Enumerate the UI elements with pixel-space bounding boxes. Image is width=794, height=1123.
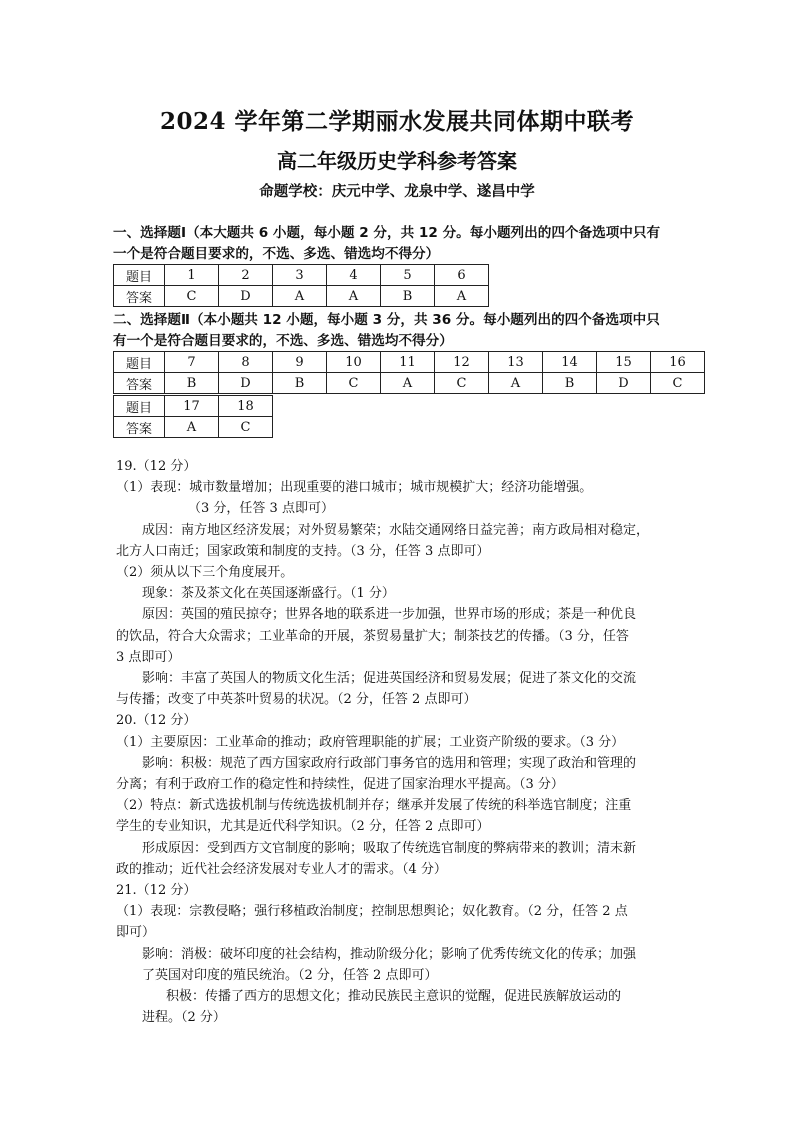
page-subtitle: 高二年级历史学科参考答案 <box>277 149 517 173</box>
answer-line: （3 分，任答 3 点即可） <box>188 501 334 517</box>
answer-cell: D <box>219 373 273 394</box>
question-cell: 16 <box>651 352 705 373</box>
answer-cell: B <box>273 373 327 394</box>
answer-line: 政的推动；近代社会经济发展对专业人才的需求。（4 分） <box>116 861 447 877</box>
question-cell: 14 <box>543 352 597 373</box>
question-cell: 5 <box>381 265 435 286</box>
answer-line: （1）主要原因：工业革命的推动；政府管理职能的扩展；工业资产阶级的要求。（3 分） <box>116 734 625 750</box>
row-label-answer: 答案 <box>114 373 165 394</box>
answer-cell: A <box>435 286 489 307</box>
row-label-question: 题目 <box>114 352 165 373</box>
answer-line: 影响：丰富了英国人的物质文化生活；促进英国经济和贸易发展；促进了茶文化的交流 <box>142 671 637 687</box>
answer-line: 分离；有利于政府工作的稳定性和持续性，促进了国家治理水平提高。（3 分） <box>116 777 564 793</box>
question-heading: 20.（12 分） <box>116 713 197 729</box>
section1-heading <box>113 223 683 265</box>
answer-line: （1）表现：城市数量增加；出现重要的港口城市；城市规模扩大；经济功能增强。 <box>116 480 593 496</box>
section2-heading-line1: 二、选择题Ⅱ（本小题共 12 小题，每小题 3 分，共 36 分。每小题列出的四个备选项中只 <box>113 312 660 328</box>
answer-cell: C <box>165 286 219 307</box>
table-row <box>114 396 273 417</box>
question-cell: 18 <box>219 396 273 417</box>
answer-line: 进程。（2 分） <box>142 1010 226 1026</box>
table-row <box>114 373 705 394</box>
answer-line: 原因：英国的殖民掠夺；世界各地的联系进一步加强，世界市场的形成；茶是一种优良 <box>142 607 637 623</box>
question-cell: 9 <box>273 352 327 373</box>
answer-cell: A <box>273 286 327 307</box>
answer-line: （1）表现：宗教侵略；强行移植政治制度；控制思想舆论；奴化教育。（2 分，任答 2 点 <box>116 904 628 920</box>
answer-line: 形成原因：受到西方文官制度的影响；吸取了传统选官制度的弊病带来的教训；清末新 <box>142 840 637 856</box>
question-cell: 12 <box>435 352 489 373</box>
section1-answer-table <box>113 264 489 307</box>
answer-cell: C <box>435 373 489 394</box>
answer-cell: B <box>381 286 435 307</box>
answer-cell: A <box>327 286 381 307</box>
answer-line: 的饮品，符合大众需求；工业革命的开展，茶贸易量扩大；制茶技艺的传播。（3 分，任答 <box>116 628 629 644</box>
question-cell: 6 <box>435 265 489 286</box>
table-row <box>114 352 705 373</box>
question-cell: 13 <box>489 352 543 373</box>
answer-cell: A <box>489 373 543 394</box>
answer-cell: C <box>651 373 705 394</box>
question-cell: 1 <box>165 265 219 286</box>
answer-cell: A <box>381 373 435 394</box>
section2-heading-line2: 有一个是符合题目要求的，不选、多选、错选均不得分） <box>113 333 453 349</box>
answer-cell: B <box>165 373 219 394</box>
subjective-answers <box>116 456 686 1028</box>
question-cell: 8 <box>219 352 273 373</box>
answer-line: 积极：传播了西方的思想文化；推动民族民主意识的觉醒，促进民族解放运动的 <box>166 989 622 1005</box>
question-cell: 4 <box>327 265 381 286</box>
answer-cell: A <box>165 417 219 438</box>
answer-line: （2）特点：新式选拔机制与传统选拔机制并存；继承并发展了传统的科举选官制度；注重 <box>116 798 632 814</box>
row-label-answer: 答案 <box>114 417 165 438</box>
table-row <box>114 286 489 307</box>
question-cell: 15 <box>597 352 651 373</box>
answer-line: 了英国对印度的殖民统治。（2 分，任答 2 点即可） <box>142 967 438 983</box>
table-row <box>114 265 489 286</box>
answer-line: 与传播；改变了中英茶叶贸易的状况。（2 分，任答 2 点即可） <box>116 692 477 708</box>
answer-line: （2）须从以下三个角度展开。 <box>116 565 294 581</box>
setting-schools: 命题学校：庆元中学、龙泉中学、遂昌中学 <box>259 184 535 200</box>
answer-cell: B <box>543 373 597 394</box>
row-label-question: 题目 <box>114 396 165 417</box>
row-label-answer: 答案 <box>114 286 165 307</box>
answer-cell: C <box>327 373 381 394</box>
answer-line: 学生的专业知识，尤其是近代科学知识。（2 分，任答 2 点即可） <box>116 819 490 835</box>
question-cell: 2 <box>219 265 273 286</box>
question-cell: 17 <box>165 396 219 417</box>
section1-heading-line2: 一个是符合题目要求的，不选、多选、错选均不得分） <box>113 246 440 262</box>
answer-cell: C <box>219 417 273 438</box>
answer-line: 3 点即可） <box>116 649 181 665</box>
answer-line: 现象：茶及茶文化在英国逐渐盛行。（1 分） <box>142 586 395 602</box>
question-heading: 21.（12 分） <box>116 883 197 899</box>
answer-line: 即可） <box>116 925 156 941</box>
answer-cell: D <box>597 373 651 394</box>
section2-answer-table <box>113 351 705 394</box>
section2-answer-table-extra <box>113 395 273 438</box>
answer-line: 北方人口南迁；国家政策和制度的支持。（3 分，任答 3 点即可） <box>116 543 490 559</box>
question-cell: 7 <box>165 352 219 373</box>
question-cell: 10 <box>327 352 381 373</box>
page-title: 2024 学年第二学期丽水发展共同体期中联考 <box>159 108 635 135</box>
table-row <box>114 417 273 438</box>
answer-cell: D <box>219 286 273 307</box>
question-cell: 3 <box>273 265 327 286</box>
question-heading: 19.（12 分） <box>116 459 197 474</box>
answer-line: 成因：南方地区经济发展；对外贸易繁荣；水陆交通网络日益完善；南方政局相对稳定， <box>142 522 650 538</box>
section2-heading <box>113 310 683 352</box>
question-cell: 11 <box>381 352 435 373</box>
section1-heading-line1: 一、选择题Ⅰ（本大题共 6 小题，每小题 2 分，共 12 分。每小题列出的四个备选项中只有 <box>113 225 661 241</box>
row-label-question: 题目 <box>114 265 165 286</box>
answer-line: 影响：积极：规范了西方国家政府行政部门事务官的选用和管理；实现了政治和管理的 <box>142 755 637 771</box>
answer-line: 影响：消极：破坏印度的社会结构，推动阶级分化；影响了优秀传统文化的传承；加强 <box>142 946 637 962</box>
